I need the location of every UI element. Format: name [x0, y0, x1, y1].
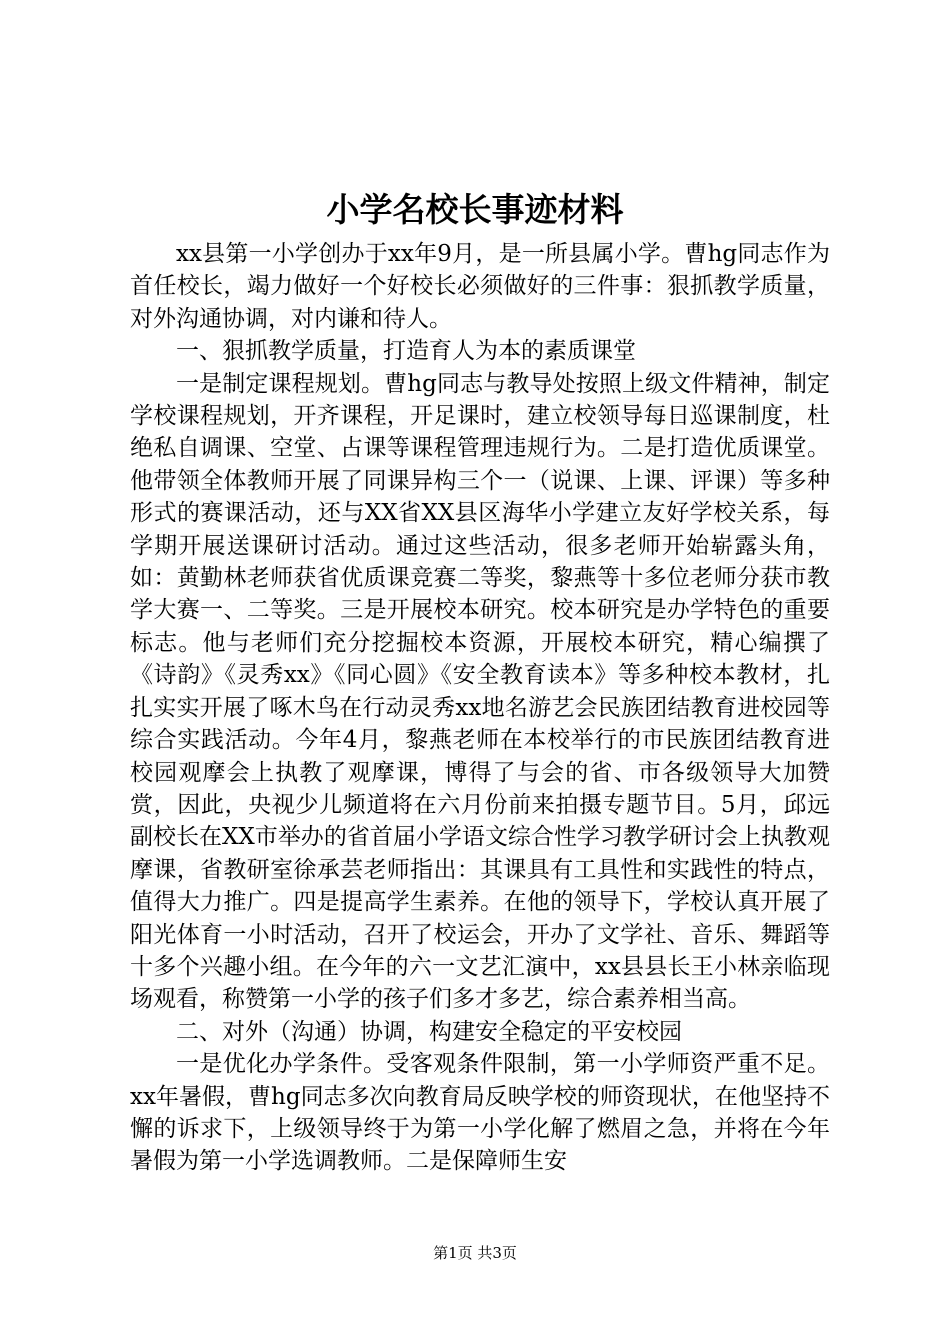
section-heading-1: 一、狠抓教学质量，打造育人为本的素质课堂	[176, 338, 636, 365]
section-heading-2: 二、对外（沟通）协调，构建安全稳定的平安校园	[176, 1018, 682, 1045]
paragraph-section-1: 一是制定课程规划。曹hg同志与教导处按照上级文件精神，制定学校课程规划，开齐课程，开足课时，建立校领导每日巡课制度，杜绝私自调课、空堂、占课等课程管理违规行为。二是打造优质课堂。他带领全体教师开展了同课异构三个一（说课、上课、评课）等多种形式的赛课活动，还与XX省XX县区海华小学建立友好学校关系，每学期开展送课研讨活动。通过这些活动，很多老师开始崭露头角，如：黄勤林老师获省优质课竞赛二等奖，黎燕等十多位老师分获市教学大赛一、二等奖。三是开展校本研究。校本研究是办学特色的重要标志。他与老师们充分挖掘校本资源，开展校本研究，精心编撰了《诗韵》《灵秀xx》《同心圆》《安全教育读本》等多种校本教材，扎扎实实开展了啄木鸟在行动灵秀xx地名游艺会民族团结教育进校园等综合实践活动。今年4月，黎燕老师在本校举行的市民族团结教育进校园观摩会上执教了观摩课，博得了与会的省、市各级领导大加赞赏，因此，央视少儿频道将在六月份前来拍摄专题节目。5月，邱远副校长在XX市举办的省首届小学语文综合性学习教学研讨会上执教观摩课，省教研室徐承芸老师指出：其课具有工具性和实践性的特点，值得大力推广。四是提高学生素养。在他的领导下，学校认真开展了阳光体育一小时活动，召开了校运会，开办了文学社、音乐、舞蹈等十多个兴趣小组。在今年的六一文艺汇演中，xx县县长王小林亲临现场观看，称赞第一小学的孩子们多才多艺，综合素养相当高。	[130, 370, 830, 1013]
page-footer: 第1页 共3页	[433, 1244, 517, 1262]
document-body	[130, 238, 830, 1178]
paragraph-intro: xx县第一小学创办于xx年9月，是一所县属小学。曹hg同志作为首任校长，竭力做好一个好校长必须做好的三件事：狠抓教学质量，对外沟通协调，对内谦和待人。	[130, 241, 830, 332]
paragraph-section-2: 一是优化办学条件。受客观条件限制，第一小学师资严重不足。xx年暑假，曹hg同志多次向教育局反映学校的师资现状，在他坚持不懈的诉求下，上级领导终于为第一小学化解了燃眉之急，并将在今年暑假为第一小学选调教师。二是保障师生安	[130, 1051, 830, 1175]
document-title: 小学名校长事迹材料	[326, 190, 624, 229]
